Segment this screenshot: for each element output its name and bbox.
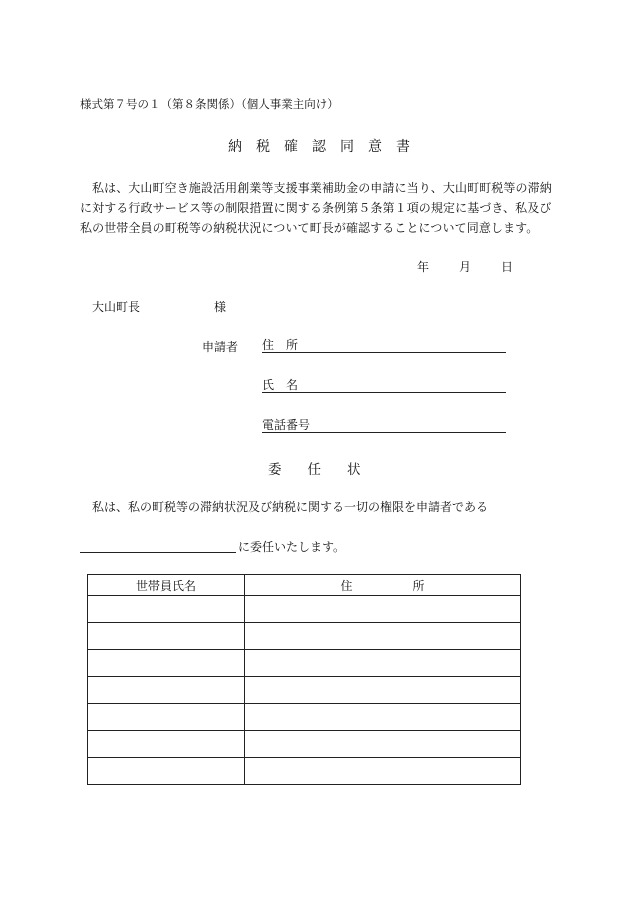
delegate-blank[interactable] [80, 552, 236, 553]
addressee-honorific: 様 [214, 300, 227, 314]
proxy-suffix: に委任いたします。 [238, 540, 346, 554]
day-label: 日 [501, 260, 514, 274]
address-field[interactable] [262, 336, 506, 353]
consent-statement: 私は、大山町空き施設活用創業等支援事業補助金の申請に当り、大山町町税等の滞納に対する行政サービス等の制限措置に関する条例第５条第１項の規定に基づき、私及び私の世帯全員の町税等の納税状況について町長が確認することについて同意します。 [80, 181, 552, 235]
table-row [88, 758, 521, 785]
member-address-cell[interactable] [245, 650, 521, 677]
table-row [88, 596, 521, 623]
table-row [88, 704, 521, 731]
table-row [88, 650, 521, 677]
member-address-cell[interactable] [245, 731, 521, 758]
member-name-cell[interactable] [88, 731, 245, 758]
member-name-cell[interactable] [88, 623, 245, 650]
document-title: 納税確認同意書 [228, 139, 424, 155]
household-table [87, 574, 521, 785]
form-number: 様式第７号の１（第８条関係）（個人事業主向け） [80, 97, 339, 111]
member-address-cell[interactable] [245, 623, 521, 650]
header-address: 住所 [245, 575, 521, 596]
date-line [417, 258, 513, 275]
phone-label: 電話番号 [262, 418, 311, 432]
applicant-label: 申請者 [202, 340, 239, 354]
year-label: 年 [417, 260, 430, 274]
table-row [88, 623, 521, 650]
member-name-cell[interactable] [88, 650, 245, 677]
member-address-cell[interactable] [245, 677, 521, 704]
month-label: 月 [459, 260, 472, 274]
member-address-cell[interactable] [245, 758, 521, 785]
phone-field[interactable] [262, 416, 506, 433]
addressee: 大山町長 [92, 300, 141, 314]
table-row [88, 677, 521, 704]
proxy-statement: 私は、私の町税等の滞納状況及び納税に関する一切の権限を申請者である [92, 500, 489, 514]
name-field[interactable] [262, 376, 506, 393]
proxy-title: 委任状 [268, 462, 387, 478]
address-label: 住 所 [262, 338, 299, 352]
table-row [88, 731, 521, 758]
name-label: 氏 名 [262, 378, 299, 392]
header-member-name: 世帯員氏名 [88, 575, 245, 596]
member-name-cell[interactable] [88, 596, 245, 623]
member-name-cell[interactable] [88, 758, 245, 785]
member-name-cell[interactable] [88, 677, 245, 704]
member-address-cell[interactable] [245, 704, 521, 731]
table-header-row [88, 575, 521, 596]
member-name-cell[interactable] [88, 704, 245, 731]
member-address-cell[interactable] [245, 596, 521, 623]
